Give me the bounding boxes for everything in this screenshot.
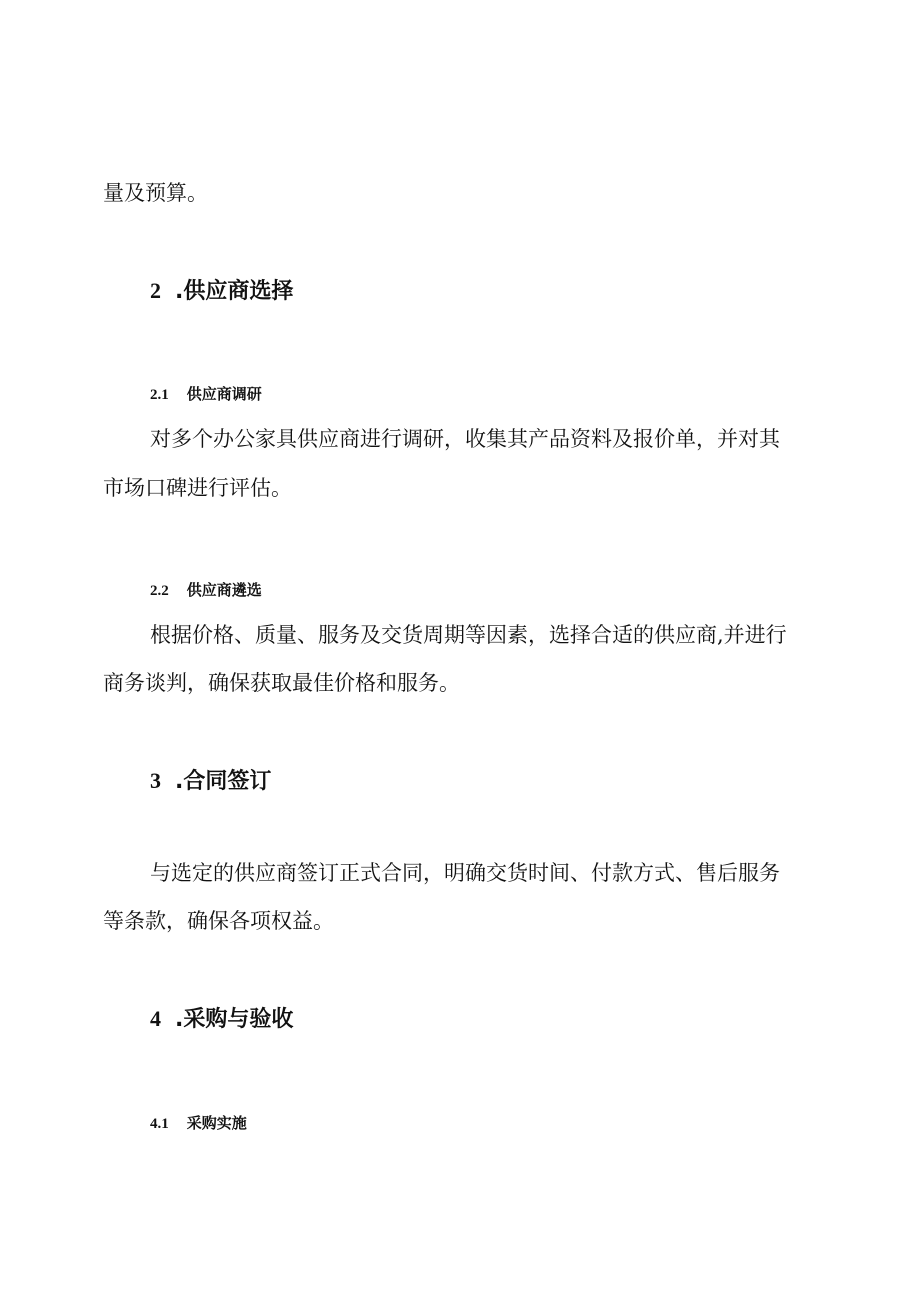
section-title: .采购与验收 — [175, 1007, 294, 1032]
subsection-4-1-heading — [150, 1112, 247, 1135]
paragraph-line: 市场口碑进行评估。 — [103, 476, 292, 500]
paragraph-line: 根据价格、质量、服务及交货周期等因素，选择合适的供应商,并进行 — [150, 623, 787, 647]
section-2-heading — [150, 276, 293, 307]
paragraph-line: 与选定的供应商签订正式合同，明确交货时间、付款方式、售后服务 — [150, 861, 780, 885]
subsection-title: 采购实施 — [186, 1114, 247, 1132]
section-number: 3 — [150, 768, 161, 793]
subsection-2-1-heading — [150, 383, 262, 406]
section-title: .合同签订 — [175, 769, 272, 794]
subsection-2-2-heading — [150, 579, 262, 602]
subsection-title: 供应商遴选 — [186, 581, 262, 599]
paragraph-line: 对多个办公家具供应商进行调研，收集其产品资料及报价单，并对其 — [150, 427, 780, 451]
section-number: 4 — [150, 1006, 161, 1031]
section-title: .供应商选择 — [175, 279, 294, 304]
paragraph-line: 商务谈判，确保获取最佳价格和服务。 — [103, 671, 460, 695]
section-4-heading — [150, 1004, 293, 1035]
paragraph-line: 等条款，确保各项权益。 — [103, 909, 334, 933]
section-3-heading — [150, 766, 271, 797]
subsection-number: 2.2 — [150, 583, 169, 599]
subsection-title: 供应商调研 — [186, 385, 262, 403]
subsection-number: 2.1 — [150, 387, 169, 403]
intro-tail-text: 量及预算。 — [103, 181, 208, 205]
subsection-number: 4.1 — [150, 1116, 169, 1132]
section-number: 2 — [150, 278, 161, 303]
